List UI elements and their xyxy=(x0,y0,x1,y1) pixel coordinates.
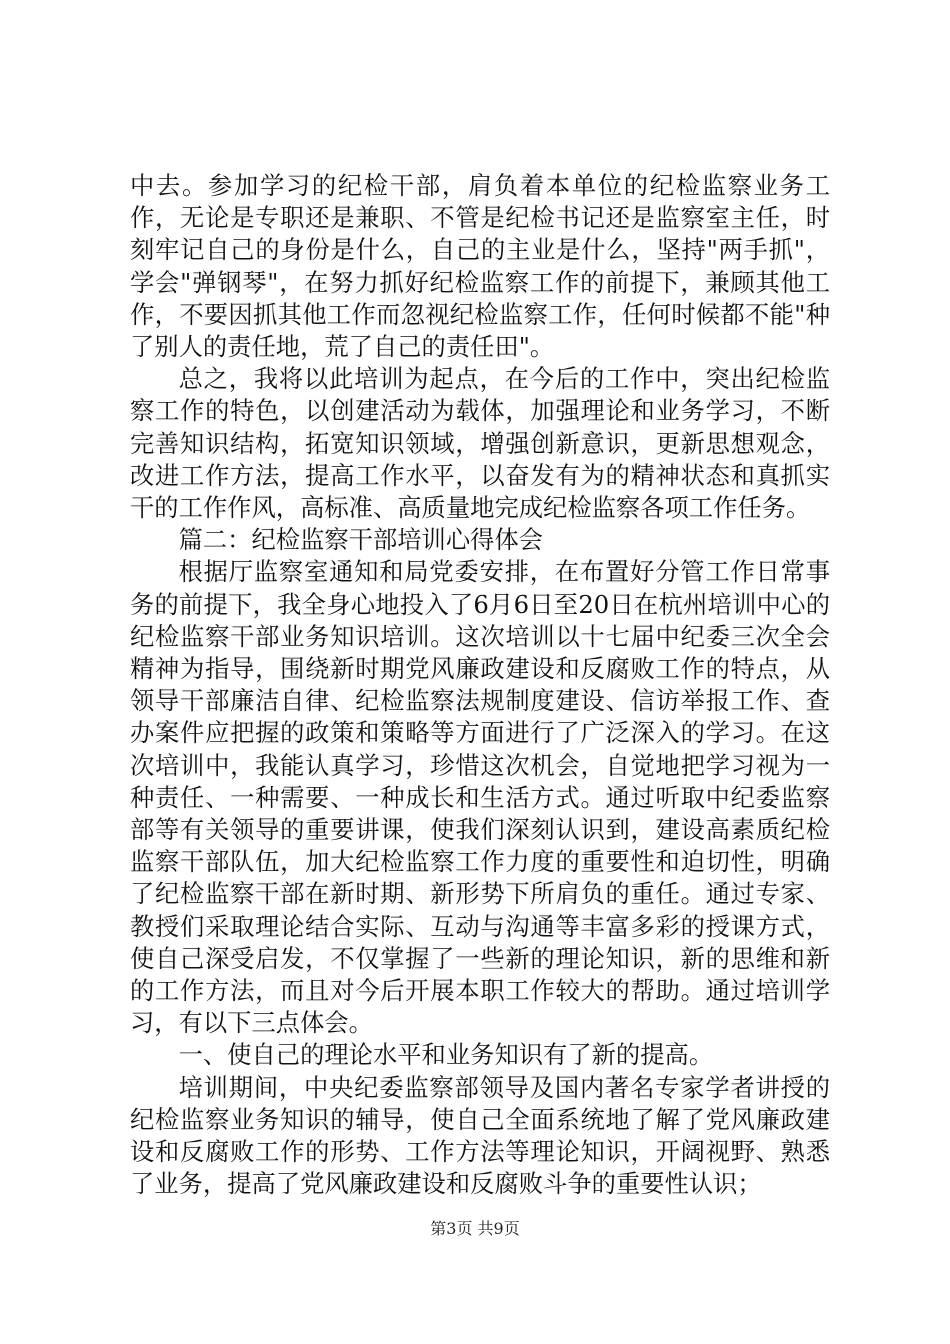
paragraph-training-period: 培训期间，中央纪委监察部领导及国内著名专家学者讲授的纪检监察业务知识的辅导，使自己全面系统地了解了党风廉政建设和反腐败工作的形势、工作方法等理论知识，开阔视野、熟悉了业务，提高了党风廉政建设和反腐败斗争的重要性认识； xyxy=(130,1072,830,1199)
section-heading: 篇二：纪检监察干部培训心得体会 xyxy=(178,525,544,555)
page-number-label: 第3页 共9页 xyxy=(430,1219,520,1238)
paragraph-training-overview: 根据厅监察室通知和局党委安排，在布置好分管工作日常事务的前提下，我全身心地投入了6月6日至20日在杭州培训中心的纪检监察干部业务知识培训。这次培训以十七届中纪委三次全会精神为指导，围绕新时期党风廉政建设和反腐败工作的特点，从领导干部廉洁自律、纪检监察法规制度建设、信访举报工作、查办案件应把握的政策和策略等方面进行了广泛深入的学习。在这次培训中，我能认真学习，珍惜这次机会，自觉地把学习视为一种责任、一种需要、一种成长和生活方式。通过听取中纪委监察部等有关领导的重要讲课，使我们深刻认识到，建设高素质纪检监察干部队伍，加大纪检监察工作力度的重要性和迫切性，明确了纪检监察干部在新时期、新形势下所肩负的重任。通过专家、教授们采取理论结合实际、互动与沟通等丰富多彩的授课方式，使自己深受启发，不仅掌握了一些新的理论知识，新的思维和新的工作方法，而且对今后开展本职工作较大的帮助。通过培训学习，有以下三点体会。 xyxy=(130,557,830,1038)
paragraph-summary: 总之，我将以此培训为起点，在今后的工作中，突出纪检监察工作的特色，以创建活动为载体，加强理论和业务学习，不断完善知识结构，拓宽知识领域，增强创新意识，更新思想观念，改进工作方法，提高工作水平，以奋发有为的精神状态和真抓实干的工作作风，高标准、高质量地完成纪检监察各项工作任务。 xyxy=(130,364,830,523)
paragraph-continuation: 中去。参加学习的纪检干部，肩负着本单位的纪检监察业务工作，无论是专职还是兼职、不管是纪检书记还是监察室主任，时刻牢记自己的身份是什么，自己的主业是什么，坚持"两手抓"，学会"弹钢琴"，在努力抓好纪检监察工作的前提下，兼顾其他工作，不要因抓其他工作而忽视纪检监察工作，任何时候都不能"种了别人的责任地，荒了自己的责任田"。 xyxy=(130,171,830,362)
page-footer xyxy=(0,1218,950,1240)
document-body xyxy=(130,170,830,1201)
subheading-point-one: 一、使自己的理论水平和业务知识有了新的提高。 xyxy=(178,1040,714,1070)
